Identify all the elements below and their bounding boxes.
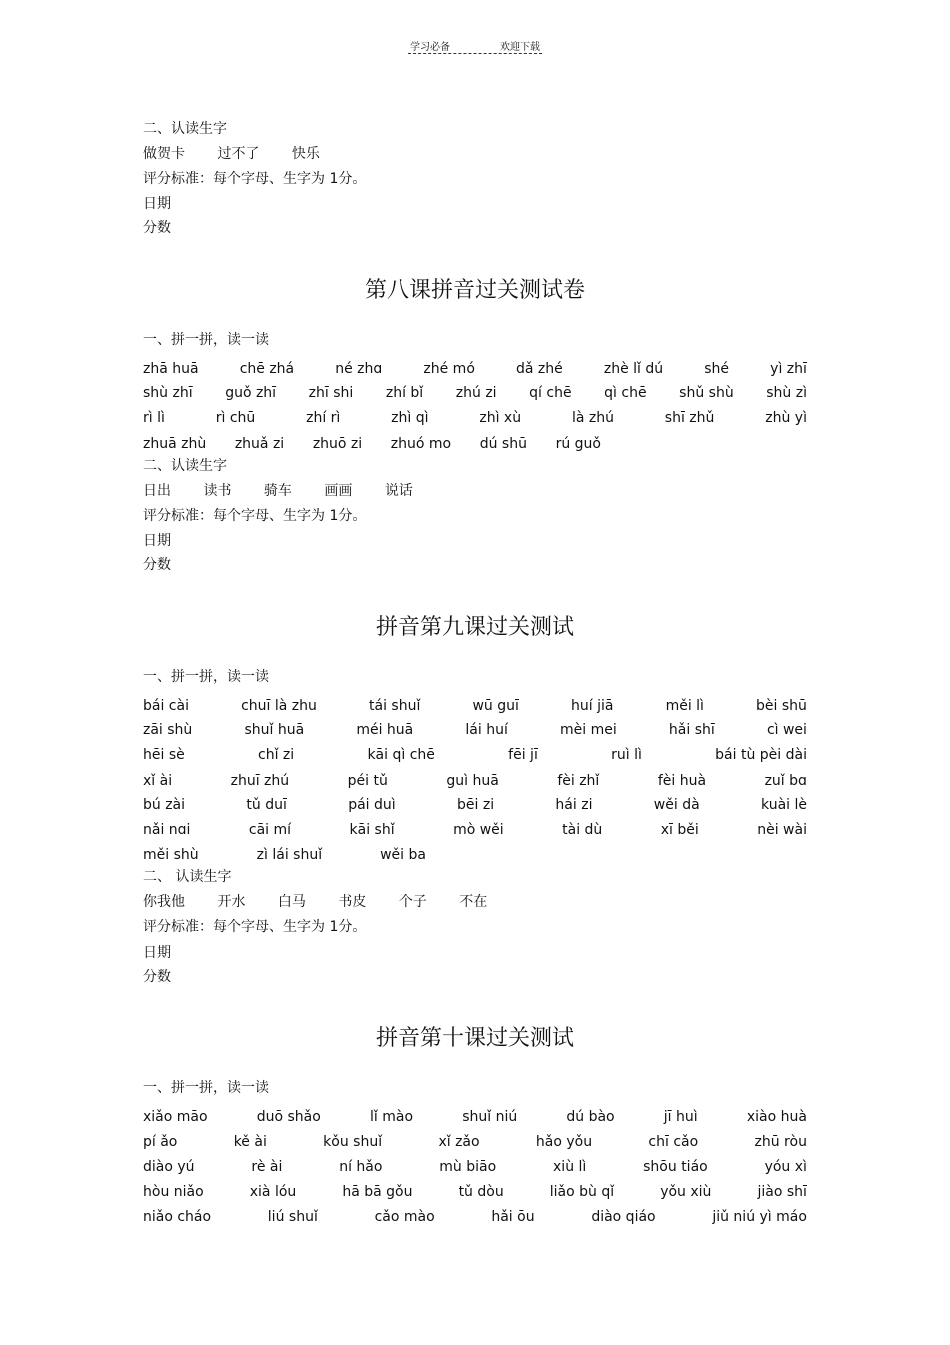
pinyin-word: duō shǎo xyxy=(256,1109,321,1125)
pinyin-word: zhù yì xyxy=(765,410,807,426)
pinyin-word: shōu tiáo xyxy=(643,1159,708,1175)
section-heading: 一、拼一拼，读一读 xyxy=(143,332,269,348)
section-heading: 二、认读生字 xyxy=(143,121,227,137)
pinyin-word: hǎi shī xyxy=(668,722,715,738)
pinyin-word: zhì xù xyxy=(479,410,522,426)
pinyin-word: zhuǎ zi xyxy=(234,436,285,452)
pinyin-word: rì chū xyxy=(215,410,256,426)
pinyin-row xyxy=(143,821,807,839)
header-divider xyxy=(408,53,542,54)
word: 骑车 xyxy=(263,483,292,499)
word: 个子 xyxy=(398,894,427,910)
pinyin-word: zhī shi xyxy=(308,385,354,401)
pinyin-word: guǒ zhī xyxy=(225,385,277,401)
pinyin-word: xiǎo māo xyxy=(143,1109,208,1125)
word: 你我他 xyxy=(143,894,185,910)
pinyin-row xyxy=(143,384,807,402)
word: 画画 xyxy=(324,483,353,499)
pinyin-word: jiǔ niú yì máo xyxy=(712,1209,807,1225)
pinyin-word: tài dù xyxy=(562,822,603,838)
pinyin-word: zhí rì xyxy=(306,410,341,426)
pinyin-word: cì wei xyxy=(766,722,807,738)
pinyin-word: diào yú xyxy=(143,1159,195,1175)
word: 过不了 xyxy=(217,146,260,162)
header-left: 学习必备 xyxy=(410,42,450,53)
word: 白马 xyxy=(277,894,306,910)
scoring-criteria: 评分标准：每个字母、生字为 1分。 xyxy=(143,508,367,524)
pinyin-word: kāi qì chē xyxy=(367,747,435,763)
pinyin-word: zhuī zhú xyxy=(230,773,290,789)
pinyin-word: shuǐ huā xyxy=(244,722,305,738)
word-list xyxy=(143,893,515,911)
pinyin-word: fèi zhǐ xyxy=(557,773,600,789)
pinyin-word: zhū ròu xyxy=(754,1134,807,1150)
lesson-title: 第八课拼音过关测试卷 xyxy=(364,278,585,303)
pinyin-word: né zhɑ xyxy=(335,361,383,377)
word: 日出 xyxy=(143,483,171,499)
pinyin-word: dú shū xyxy=(479,436,527,452)
pinyin-word: chuī là zhu xyxy=(241,698,317,714)
pinyin-word: bú zài xyxy=(143,797,186,813)
pinyin-word: shī zhǔ xyxy=(664,410,715,426)
pinyin-word: là zhú xyxy=(571,410,614,426)
pinyin-word: xiù lì xyxy=(553,1159,587,1175)
pinyin-word: hǎo yǒu xyxy=(535,1134,593,1150)
pinyin-word: lái huí xyxy=(465,722,508,738)
pinyin-word: yì zhī xyxy=(770,361,807,377)
pinyin-word: zhú zi xyxy=(455,385,497,401)
pinyin-word: mèi mei xyxy=(560,722,617,738)
pinyin-word: bái cài xyxy=(143,698,189,714)
pinyin-word: tái shuǐ xyxy=(369,698,421,714)
pinyin-row xyxy=(143,796,807,814)
scoring-criteria: 评分标准：每个字母、生字为 1分。 xyxy=(143,171,367,187)
pinyin-word: chē zhá xyxy=(239,361,295,377)
pinyin-word: bēi zi xyxy=(457,797,495,813)
pinyin-word: yóu xì xyxy=(764,1159,807,1175)
score-label: 分数 xyxy=(143,220,171,236)
pinyin-word: hái zi xyxy=(555,797,593,813)
pinyin-word: pái duì xyxy=(348,797,396,813)
pinyin-row xyxy=(143,772,807,790)
pinyin-row xyxy=(143,409,807,427)
pinyin-word: yǒu xiù xyxy=(660,1184,712,1200)
score-label: 分数 xyxy=(143,557,171,573)
pinyin-word: liǎo bù qǐ xyxy=(549,1184,615,1200)
pinyin-row xyxy=(143,846,426,864)
pinyin-row xyxy=(143,1133,807,1151)
pinyin-word: fēi jī xyxy=(508,747,538,763)
pinyin-word: lǐ mào xyxy=(370,1109,414,1125)
pinyin-word: zì lái shuǐ xyxy=(256,847,323,863)
pinyin-word: zhè lǐ dú xyxy=(603,361,664,377)
pinyin-word: zhé mó xyxy=(423,361,475,377)
pinyin-word: xǐ ài xyxy=(143,773,173,789)
pinyin-word: zhā huā xyxy=(143,361,199,377)
pinyin-word: kuài lè xyxy=(761,797,807,813)
pinyin-word: měi lì xyxy=(665,698,704,714)
pinyin-word: guì huā xyxy=(446,773,499,789)
pinyin-row xyxy=(143,1108,807,1126)
pinyin-word: nǎi nɑi xyxy=(143,822,191,838)
pinyin-word: qì chē xyxy=(604,385,647,401)
pinyin-row xyxy=(143,746,807,764)
pinyin-row xyxy=(143,721,807,739)
pinyin-word: rì lì xyxy=(143,410,165,426)
pinyin-word: zhuō zi xyxy=(312,436,363,452)
pinyin-word: wěi dà xyxy=(653,797,700,813)
word-list xyxy=(143,145,348,163)
pinyin-row xyxy=(143,1208,807,1226)
word: 书皮 xyxy=(338,894,367,910)
section-heading: 二、 认读生字 xyxy=(143,869,232,885)
pinyin-word: xiào huà xyxy=(746,1109,807,1125)
pinyin-word: zhí bǐ xyxy=(385,385,424,401)
pinyin-word: hēi sè xyxy=(143,747,185,763)
pinyin-word: zhì qì xyxy=(391,410,429,426)
pinyin-word: niǎo cháo xyxy=(143,1209,212,1225)
pinyin-word: rú guǒ xyxy=(555,436,601,452)
pinyin-word: tǔ duī xyxy=(246,797,287,813)
pinyin-word: hǎi ōu xyxy=(491,1209,535,1225)
pinyin-word: diào qiáo xyxy=(591,1209,656,1225)
pinyin-word: liú shuǐ xyxy=(267,1209,318,1225)
pinyin-row xyxy=(143,1158,807,1176)
pinyin-word: mò wěi xyxy=(453,822,504,838)
pinyin-word: wū guī xyxy=(472,698,519,714)
pinyin-word: fèi huà xyxy=(657,773,707,789)
pinyin-word: kě ài xyxy=(233,1134,267,1150)
pinyin-row xyxy=(143,360,807,378)
pinyin-word: hā bā gǒu xyxy=(342,1184,413,1200)
pinyin-word: hòu niǎo xyxy=(143,1184,204,1200)
lesson-title: 拼音第十课过关测试 xyxy=(375,1026,574,1051)
pinyin-word: xī běi xyxy=(660,822,699,838)
date-label: 日期 xyxy=(143,196,171,212)
pinyin-word: pí ǎo xyxy=(143,1134,178,1150)
pinyin-row xyxy=(143,1183,807,1201)
scoring-criteria: 评分标准：每个字母、生字为 1分。 xyxy=(143,919,367,935)
pinyin-word: ruì lì xyxy=(611,747,642,763)
word: 不在 xyxy=(459,894,488,910)
pinyin-word: mù biāo xyxy=(439,1159,497,1175)
pinyin-word: bèi shū xyxy=(756,698,807,714)
word: 读书 xyxy=(203,483,232,499)
pinyin-word: jī huì xyxy=(663,1109,698,1125)
pinyin-word: dú bào xyxy=(566,1109,615,1125)
header-right: 欢迎下载 xyxy=(500,42,540,53)
date-label: 日期 xyxy=(143,533,171,549)
pinyin-word: péi tǔ xyxy=(347,773,388,789)
word: 做贺卡 xyxy=(143,146,185,162)
pinyin-word: zuǐ bɑ xyxy=(764,773,807,789)
pinyin-word: zhuó mo xyxy=(390,436,452,452)
pinyin-word: wěi ba xyxy=(380,847,426,863)
pinyin-row xyxy=(143,697,807,715)
pinyin-word: qí chē xyxy=(529,385,572,401)
pinyin-word: chǐ zi xyxy=(258,747,295,763)
pinyin-word: tǔ dòu xyxy=(458,1184,504,1200)
pinyin-word: jiào shī xyxy=(757,1184,807,1200)
pinyin-word: huí jiā xyxy=(571,698,614,714)
pinyin-word: měi shù xyxy=(143,847,199,863)
pinyin-word: cāi mí xyxy=(248,822,292,838)
section-heading: 一、拼一拼，读一读 xyxy=(143,1080,269,1096)
pinyin-word: zhuā zhù xyxy=(143,436,207,452)
lesson-title: 拼音第九课过关测试 xyxy=(375,615,574,640)
pinyin-word: zāi shù xyxy=(143,722,193,738)
pinyin-word: shù zhī xyxy=(143,385,193,401)
pinyin-word: cǎo mào xyxy=(374,1209,435,1225)
pinyin-word: ní hǎo xyxy=(339,1159,383,1175)
pinyin-word: shuǐ niú xyxy=(462,1109,518,1125)
pinyin-word: rè ài xyxy=(251,1159,283,1175)
word-list xyxy=(143,482,441,500)
page-header xyxy=(408,38,542,53)
pinyin-word: méi huā xyxy=(356,722,414,738)
pinyin-word: chī cǎo xyxy=(648,1134,699,1150)
pinyin-word: dǎ zhé xyxy=(516,361,563,377)
pinyin-word: xià lóu xyxy=(249,1184,297,1200)
pinyin-word: kǒu shuǐ xyxy=(323,1134,383,1150)
pinyin-word: shù zì xyxy=(766,385,807,401)
pinyin-row xyxy=(143,435,601,453)
pinyin-word: xǐ zǎo xyxy=(438,1134,480,1150)
word: 说话 xyxy=(384,483,413,499)
word: 开水 xyxy=(217,894,246,910)
date-label: 日期 xyxy=(143,945,171,961)
word: 快乐 xyxy=(291,146,320,162)
pinyin-word: nèi wài xyxy=(757,822,807,838)
pinyin-word: shé xyxy=(704,361,730,377)
section-heading: 一、拼一拼，读一读 xyxy=(143,669,269,685)
score-label: 分数 xyxy=(143,969,171,985)
pinyin-word: kāi shǐ xyxy=(349,822,395,838)
pinyin-word: shǔ shù xyxy=(679,385,734,401)
pinyin-word: bái tù pèi dài xyxy=(715,747,807,763)
section-heading: 二、认读生字 xyxy=(143,458,227,474)
